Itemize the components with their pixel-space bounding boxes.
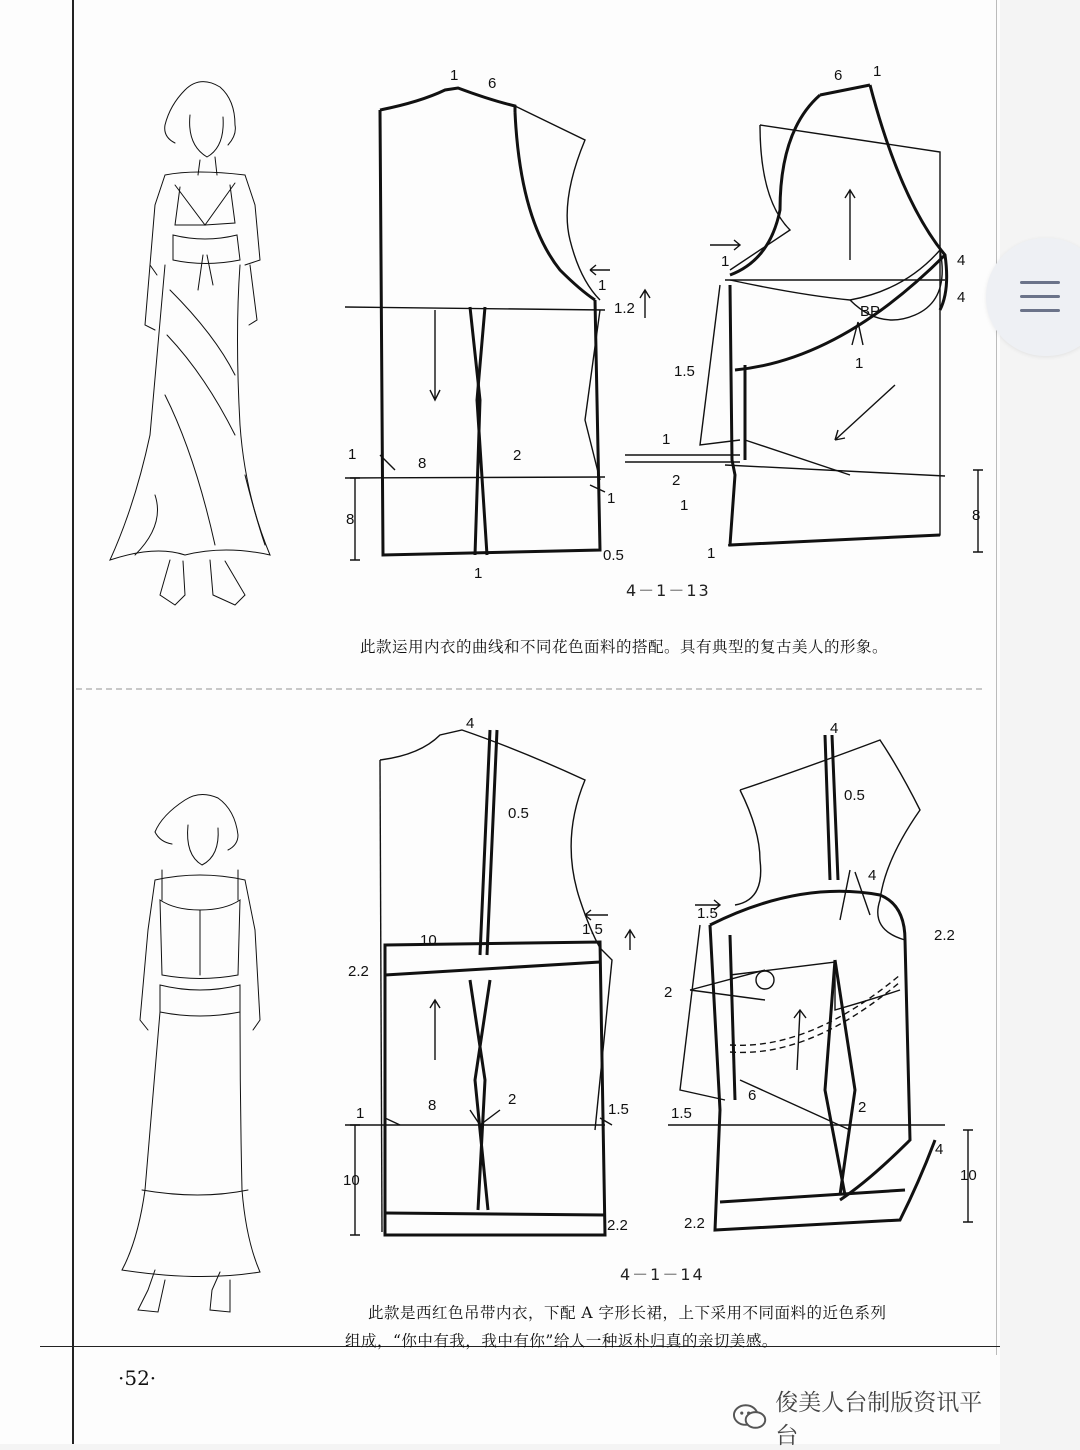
hamburger-menu-icon-bar (1020, 295, 1060, 298)
svg-text:BP: BP (860, 303, 881, 320)
svg-text:1.5: 1.5 (582, 921, 603, 938)
pattern-diagram-4-1-13 (330, 55, 1000, 580)
svg-text:1: 1 (450, 67, 459, 84)
fashion-illustration-bottom (100, 790, 280, 1330)
svg-text:6: 6 (834, 67, 843, 84)
svg-text:8: 8 (428, 1097, 437, 1114)
svg-text:2.2: 2.2 (348, 963, 369, 980)
svg-text:4: 4 (830, 720, 839, 737)
svg-text:1.5: 1.5 (608, 1101, 629, 1118)
hamburger-menu-icon-bar (1020, 309, 1060, 312)
fashion-illustration-top (95, 75, 295, 620)
caption-bottom-line1: 此款是西红色吊带内衣，下配 A 字形长裙，上下采用不同面料的近色系列 (368, 1304, 887, 1322)
hamburger-menu-icon (1020, 281, 1060, 284)
svg-text:4: 4 (935, 1141, 944, 1158)
svg-text:4: 4 (957, 252, 966, 269)
svg-text:8: 8 (418, 455, 427, 472)
svg-text:0.5: 0.5 (603, 547, 624, 564)
svg-text:1: 1 (607, 490, 616, 507)
svg-text:2: 2 (513, 447, 522, 464)
svg-text:6: 6 (748, 1087, 757, 1104)
svg-text:2: 2 (672, 472, 681, 489)
svg-text:2: 2 (858, 1099, 867, 1116)
caption-bottom-line2: 组成，“你中有我，我中有你”给人一种返朴归真的亲切美感。 (345, 1332, 778, 1350)
svg-text:1: 1 (356, 1105, 365, 1122)
left-margin-line (72, 0, 74, 1444)
svg-text:4: 4 (466, 715, 475, 732)
svg-text:8: 8 (346, 511, 355, 528)
pattern-diagram-4-1-14 (330, 710, 1000, 1260)
svg-text:4: 4 (868, 867, 877, 884)
svg-text:0.5: 0.5 (508, 805, 529, 822)
svg-text:1.5: 1.5 (674, 363, 695, 380)
svg-text:1.5: 1.5 (671, 1105, 692, 1122)
svg-text:1.5: 1.5 (697, 905, 718, 922)
svg-text:2.2: 2.2 (607, 1217, 628, 1234)
svg-text:1: 1 (598, 277, 607, 294)
svg-text:1: 1 (873, 63, 882, 80)
watermark (732, 1384, 1000, 1450)
svg-text:10: 10 (343, 1172, 360, 1189)
svg-text:10: 10 (960, 1167, 977, 1184)
figure-number-bottom: 4－1－14 (620, 1265, 705, 1284)
svg-text:1: 1 (721, 253, 730, 270)
svg-text:8: 8 (972, 507, 981, 524)
svg-text:1: 1 (855, 355, 864, 372)
svg-text:6: 6 (488, 75, 497, 92)
figure-number-top: 4－1－13 (626, 581, 711, 600)
svg-text:4: 4 (957, 289, 966, 306)
svg-text:2.2: 2.2 (684, 1215, 705, 1232)
svg-text:0.5: 0.5 (844, 787, 865, 804)
watermark-text: 俊美人台制版资讯平台 (775, 1390, 983, 1449)
page-number: ·52· (118, 1366, 157, 1390)
svg-text:2: 2 (664, 984, 673, 1001)
caption-top: 此款运用内衣的曲线和不同花色面料的搭配。具有典型的复古美人的形象。 (360, 638, 889, 656)
svg-text:2.2: 2.2 (934, 927, 955, 944)
svg-text:1.2: 1.2 (614, 300, 635, 317)
svg-text:1: 1 (348, 446, 357, 463)
svg-text:10: 10 (420, 932, 437, 949)
svg-text:1: 1 (662, 431, 671, 448)
svg-text:1: 1 (680, 497, 689, 514)
hamburger-menu-button[interactable] (986, 238, 1080, 356)
svg-text:1: 1 (707, 545, 716, 562)
section-divider (76, 688, 982, 690)
svg-text:1: 1 (474, 565, 483, 580)
svg-text:2: 2 (508, 1091, 517, 1108)
wechat-logo-icon (732, 1403, 767, 1431)
